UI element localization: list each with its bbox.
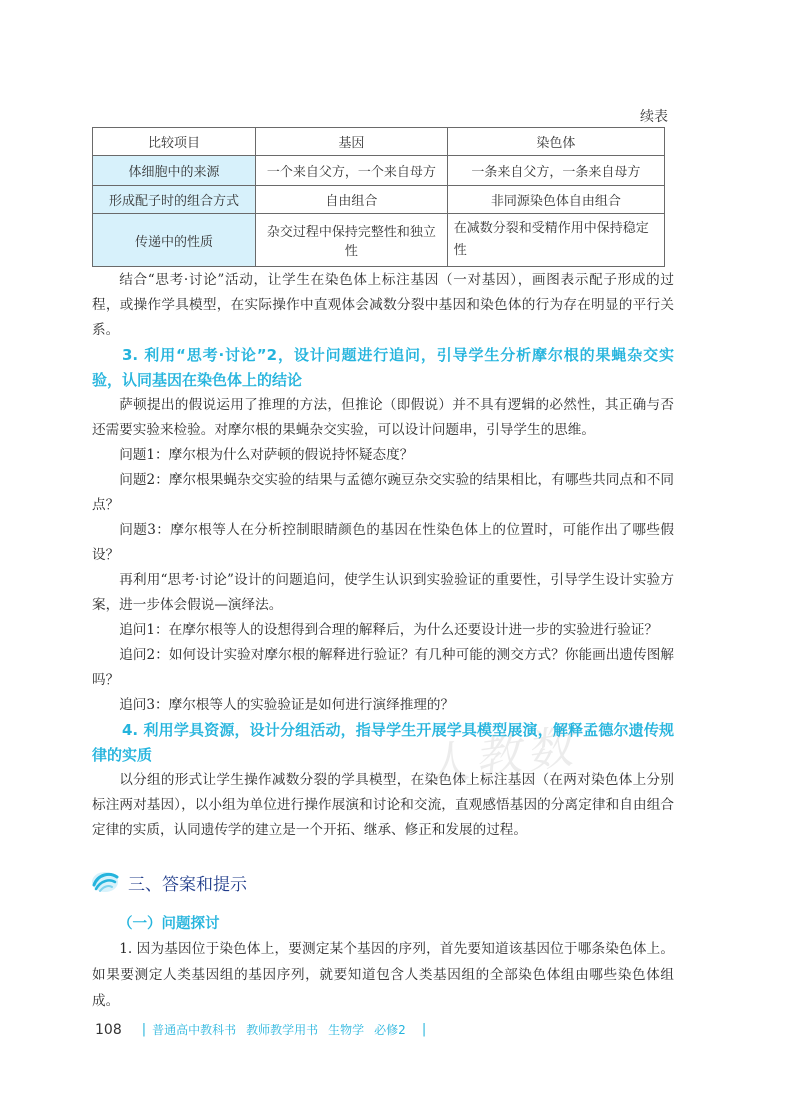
paragraph: 以分组的形式让学生操作减数分裂的学具模型，在染色体上标注基因（在两对染色体上分别标注两对基因），以小组为单位进行操作展演和讨论和交流，直观感悟基因的分离定律和自由组合定律的实质，认同遗传学的建立是一个开拓、继承、修正和发展的过程。 [92,772,674,838]
continued-label: 续表 [640,109,668,125]
footer-subject: 生物学 [328,1023,365,1037]
section-title: 三、答案和提示 [128,874,247,895]
footer-volume: 必修2 [374,1023,406,1037]
table-header-row [93,128,665,156]
comparison-table [92,127,665,267]
footer-book-series: 普通高中教科书 [152,1023,237,1037]
table-cell-label: 传递中的性质 [93,214,256,267]
follow-up-question: 追问1：在摩尔根等人的设想得到合理的解释后，为什么还要设计进一步的实验进行验证？ [119,622,658,638]
subsection-title: （一）问题探讨 [118,916,220,932]
table-cell: 非同源染色体自由组合 [447,186,664,214]
heading-3: 3. 利用“思考·讨论”2，设计问题进行追问，引导学生分析摩尔根的果蝇杂交实验，认同基因在染色体上的结论 [92,346,674,389]
page-number: 108 [95,1021,122,1038]
table-row [93,214,665,267]
table-cell: 一条来自父方，一条来自母方 [447,156,664,186]
question: 问题3：摩尔根等人在分析控制眼睛颜色的基因在性染色体上的位置时，可能作出了哪些假设？ [92,522,674,563]
section-heading [90,868,247,896]
footer-book-type: 教师教学用书 [246,1023,319,1037]
footer-divider: | [141,1022,147,1037]
question: 问题1：摩尔根为什么对萨顿的假说持怀疑态度？ [119,447,414,463]
answer-block [92,936,674,1014]
table-cell: 在减数分裂和受精作用中保持稳定性 [447,214,664,267]
table-header: 染色体 [447,128,664,156]
table-header: 基因 [256,128,448,156]
table-header: 比较项目 [93,128,256,156]
page-footer [95,1021,432,1038]
answer-paragraph: 1. 因为基因位于染色体上，要测定某个基因的序列，首先要知道该基因位于哪条染色体上。如果要测定人类基因组的基因序列，就要知道包含人类基因组的全部染色体组由哪些染色体组成。 [92,941,674,1009]
heading-4: 4. 利用学具资源，设计分组活动，指导学生开展学具模型展演，解释孟德尔遗传规律的实质 [92,721,674,764]
paragraph: 再利用“思考·讨论”设计的问题追问，使学生认识到实验验证的重要性，引导学生设计实验方案，进一步体会假说—演绎法。 [92,572,674,613]
paragraph: 结合“思考·讨论”活动，让学生在染色体上标注基因（一对基因），画图表示配子形成的过程，或操作学具模型，在实际操作中直观体会减数分裂中基因和染色体的行为存在明显的平行关系。 [92,272,674,338]
table-cell: 自由组合 [256,186,448,214]
table-cell: 一个来自父方，一个来自母方 [256,156,448,186]
footer-divider: | [421,1022,427,1037]
table-cell-label: 形成配子时的组合方式 [93,186,256,214]
table-cell: 杂交过程中保持完整性和独立性 [256,214,448,267]
body-text [92,268,674,843]
table-row [93,156,665,186]
watermark: 人教数 [419,718,582,794]
table-cell-label: 体细胞中的来源 [93,156,256,186]
follow-up-question: 追问2：如何设计实验对摩尔根的解释进行验证？有几种可能的测交方式？你能画出遗传图解吗？ [92,647,674,688]
swirl-logo-icon [90,870,120,894]
paragraph: 萨顿提出的假说运用了推理的方法，但推论（即假说）并不具有逻辑的必然性，其正确与否还需要实验来检验。对摩尔根的果蝇杂交实验，可以设计问题串，引导学生的思维。 [92,397,674,438]
follow-up-question: 追问3：摩尔根等人的实验验证是如何进行演绎推理的？ [119,697,455,713]
table-row [93,186,665,214]
question: 问题2：摩尔根果蝇杂交实验的结果与孟德尔豌豆杂交实验的结果相比，有哪些共同点和不同点？ [92,472,674,513]
